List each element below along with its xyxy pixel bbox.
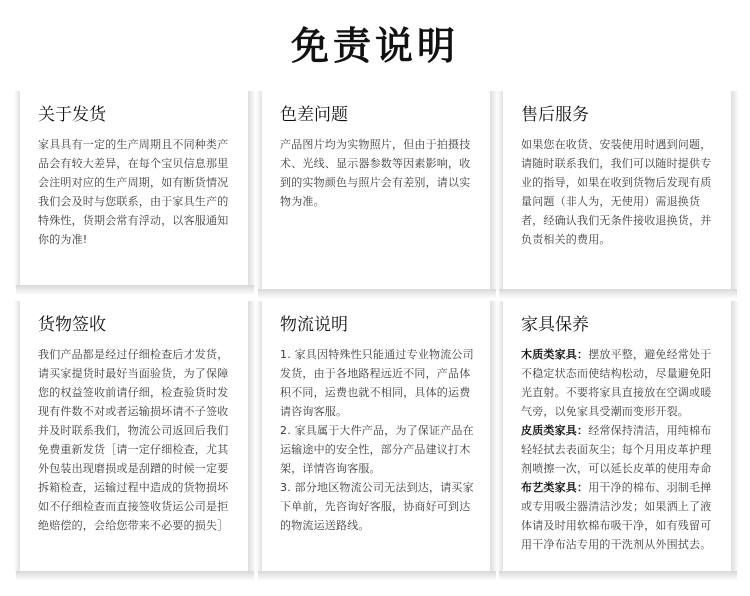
card-title: 色差问题 [280,105,348,125]
card-title: 货物签收 [38,315,106,335]
logistics-item: 2. 家具属于大件产品，为了保证产品在运输途中的安全性，部分产品建议打木架，详情咨询客服。 [280,424,474,475]
card-after-sales [503,91,731,291]
maintenance-label: 皮质类家具： [521,424,589,437]
maintenance-text: 经常保持清洁，用纯棉布轻轻拭去表面灰尘；每个月用皮革护理剂喷擦一次，可以延长皮革的使用寿命 [521,424,712,475]
card-shadow [497,91,503,291]
card-shadow [497,301,503,573]
maintenance-label: 木质类家具： [521,348,589,361]
card-body: 家具具有一定的生产周期且不同种类产品会有较大差异，在每个宝贝信息那里会注明对应的生产周期，如有断货情况我们会及时与您联系，由于家具生产的特殊性，货期会常有浮动，以客服通知你的为准! [38,138,229,246]
maintenance-text: 用干净的棉布、羽制毛掸或专用吸尘器清洁沙发；如果洒上了液体请及时用软棉布吸干净，如有残留可用干净布沾专用的干洗剂从外围拭去。 [521,481,712,551]
card-receipt [20,301,248,573]
card-shadow [256,91,262,291]
card-maintenance [503,301,731,573]
card-body [280,345,476,535]
page-title: 免责说明 [290,24,459,68]
maintenance-section [521,478,717,554]
card-body [521,345,717,554]
card-body: 产品图片均为实物照片，但由于拍摄技术、光线、显示器参数等因素影响，收到的实物颜色与照片会有差别，请以实物为准。 [280,138,471,208]
card-shipping [20,91,248,287]
maintenance-section [521,421,717,478]
card-shadow [14,301,20,573]
card-body: 如果您在收货、安装使用时遇到问题，请随时联系我们，我们可以随时提供专业的指导，如果在收到货物后发现有质量问题（非人为，无使用）需退换货者，经确认我们无条件接收退换货，并负责相关的费用。 [521,138,712,246]
card-body: 我们产品都是经过仔细检查后才发货，请买家提货时最好当面验货，为了保障您的权益签收前请仔细，检查验货时发现有件数不对或者运输损坏请不子签收并及时联系我们，物流公司返回后我们免费重新发货［请一定仔细检查，尤其外包装出现磨损或是刮蹭的时候一定要拆箱检查，运输过程中造成的货物损坏如不仔细检查而直接签收货运公司是拒绝赔偿的，会给您带来不必要的损失］ [38,348,229,532]
card-title: 关于发货 [38,105,106,125]
card-color-difference [262,91,490,291]
card-shadow [256,301,262,573]
logistics-item: 3. 部分地区物流公司无法到达，请买家下单前，先咨询好客服，协商好可到达的物流运送路线。 [280,481,474,532]
maintenance-section [521,345,717,421]
card-shadow [14,91,20,287]
card-title: 售后服务 [521,105,589,125]
card-title: 物流说明 [280,315,348,335]
maintenance-text: 摆放平整，避免经常处于不稳定状态而使结构松动，尽量避免阳光直射。不要将家具直接放在空调或暖气旁，以免家具受潮而变形开裂。 [521,348,712,418]
maintenance-label: 布艺类家具： [521,481,589,494]
card-title: 家具保养 [521,315,589,335]
logistics-item: 1. 家具因特殊性只能通过专业物流公司发货，由于各地路程远近不同，产品体积不同，运费也就不相同，具体的运费请咨询客服。 [280,348,474,418]
card-logistics [262,301,490,573]
